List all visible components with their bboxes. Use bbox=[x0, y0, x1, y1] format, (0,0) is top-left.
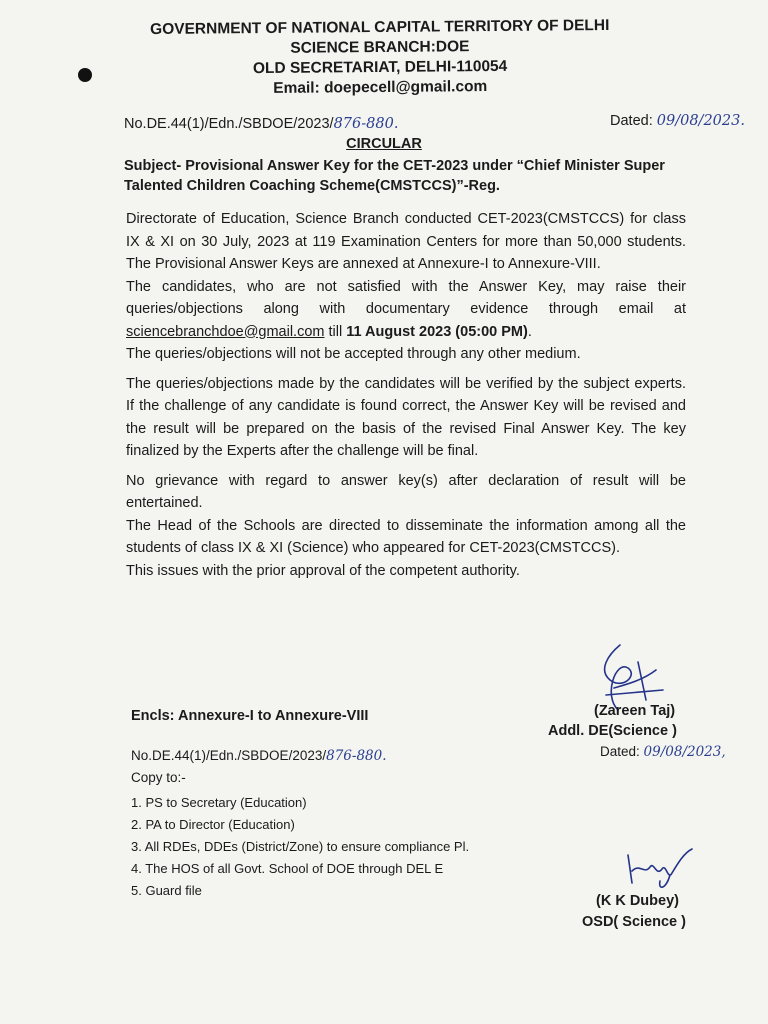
signatory-2-designation: OSD( Science ) bbox=[582, 914, 686, 930]
dated-copy-label: Dated: bbox=[600, 744, 640, 759]
dated-copy-handwritten: 09/08/2023, bbox=[643, 744, 726, 760]
dated-label: Dated: bbox=[610, 113, 653, 129]
dated bbox=[610, 113, 745, 129]
body-paragraph-2-till: till bbox=[324, 323, 347, 340]
letterhead-branch: SCIENCE BRANCH:DOE bbox=[290, 38, 470, 57]
objection-email-link[interactable]: sciencebranchdoe@gmail.com bbox=[126, 323, 325, 340]
copy-list-item: 5. Guard file bbox=[131, 883, 202, 898]
reference-number-handwritten: 876-880. bbox=[333, 116, 399, 132]
objection-deadline: 11 August 2023 (05:00 PM) bbox=[346, 323, 528, 340]
copy-list-item: 1. PS to Secretary (Education) bbox=[131, 795, 307, 810]
body-paragraph-2-text: The candidates, who are not satisfied with the Answer Key, may raise their queries/objections along with documentary evidence through email at bbox=[126, 278, 686, 317]
punch-hole bbox=[78, 68, 92, 82]
reference-number bbox=[124, 116, 398, 132]
letterhead-government: GOVERNMENT OF NATIONAL CAPITAL TERRITORY OF DELHI bbox=[150, 16, 610, 39]
circular-title: CIRCULAR bbox=[346, 136, 422, 152]
dated-handwritten: 09/08/2023. bbox=[656, 113, 745, 129]
reference-number-copy-handwritten: 876-880. bbox=[326, 748, 387, 764]
body-paragraph-6: The Head of the Schools are directed to disseminate the information among all the students of class IX & XI (Science) who appeared for CET-2023(CMSTCCS). bbox=[126, 517, 686, 556]
letterhead-address: OLD SECRETARIAT, DELHI-110054 bbox=[252, 57, 508, 78]
body-paragraph-7: This issues with the prior approval of the competent authority. bbox=[126, 562, 520, 579]
body-paragraph-2-end: . bbox=[527, 323, 532, 340]
signature-block-1 bbox=[548, 640, 698, 745]
subject-line: Subject- Provisional Answer Key for the CET-2023 under “Chief Minister Super Talented Children Coaching Scheme(CMSTCCS)”-Reg. bbox=[124, 158, 665, 194]
copy-to-label: Copy to:- bbox=[131, 770, 186, 785]
reference-number-copy bbox=[131, 748, 387, 764]
signature-block-2 bbox=[580, 845, 710, 940]
reference-number-copy-printed: No.DE.44(1)/Edn./SBDOE/2023/ bbox=[131, 748, 327, 763]
copy-list-item: 4. The HOS of all Govt. School of DOE through DEL E bbox=[131, 861, 444, 876]
body-paragraph-5: No grievance with regard to answer key(s) after declaration of result will be entertained. bbox=[126, 472, 686, 511]
copy-list-item: 3. All RDEs, DDEs (District/Zone) to ensure compliance Pl. bbox=[131, 839, 470, 854]
circular-body bbox=[126, 208, 686, 582]
signatory-2-name: (K K Dubey) bbox=[596, 893, 679, 909]
reference-number-printed: No.DE.44(1)/Edn./SBDOE/2023/ bbox=[124, 116, 334, 132]
copy-list-item: 2. PA to Director (Education) bbox=[131, 817, 295, 832]
body-paragraph-2 bbox=[126, 276, 686, 344]
enclosures: Encls: Annexure-I to Annexure-VIII bbox=[131, 708, 369, 724]
letterhead-email: Email: doepecell@gmail.com bbox=[273, 78, 488, 97]
body-paragraph-3: The queries/objections will not be accepted through any other medium. bbox=[126, 346, 581, 362]
body-paragraph-1: Directorate of Education, Science Branch conducted CET-2023(CMSTCCS) for class IX & XI on 30 July, 2023 at 119 Examination Centers for more than 50,000 students. The Provisional Answer Keys are annexed at Annexure-I to Annexure-VIII. bbox=[126, 211, 686, 272]
signatory-1-designation: Addl. DE(Science ) bbox=[548, 723, 677, 739]
signatory-1-name: (Zareen Taj) bbox=[594, 703, 676, 719]
letterhead bbox=[110, 16, 651, 101]
handwritten-signature-2 bbox=[620, 845, 700, 895]
dated-copy bbox=[600, 744, 726, 760]
copy-list bbox=[131, 792, 469, 902]
body-paragraph-4: The queries/objections made by the candidates will be verified by the subject experts. If the challenge of any candidate is found correct, the Answer Key will be revised and the result will be prepared on the basis of the revised Final Answer Key. The key finalized by the Experts after the challenge will be final. bbox=[126, 375, 686, 459]
